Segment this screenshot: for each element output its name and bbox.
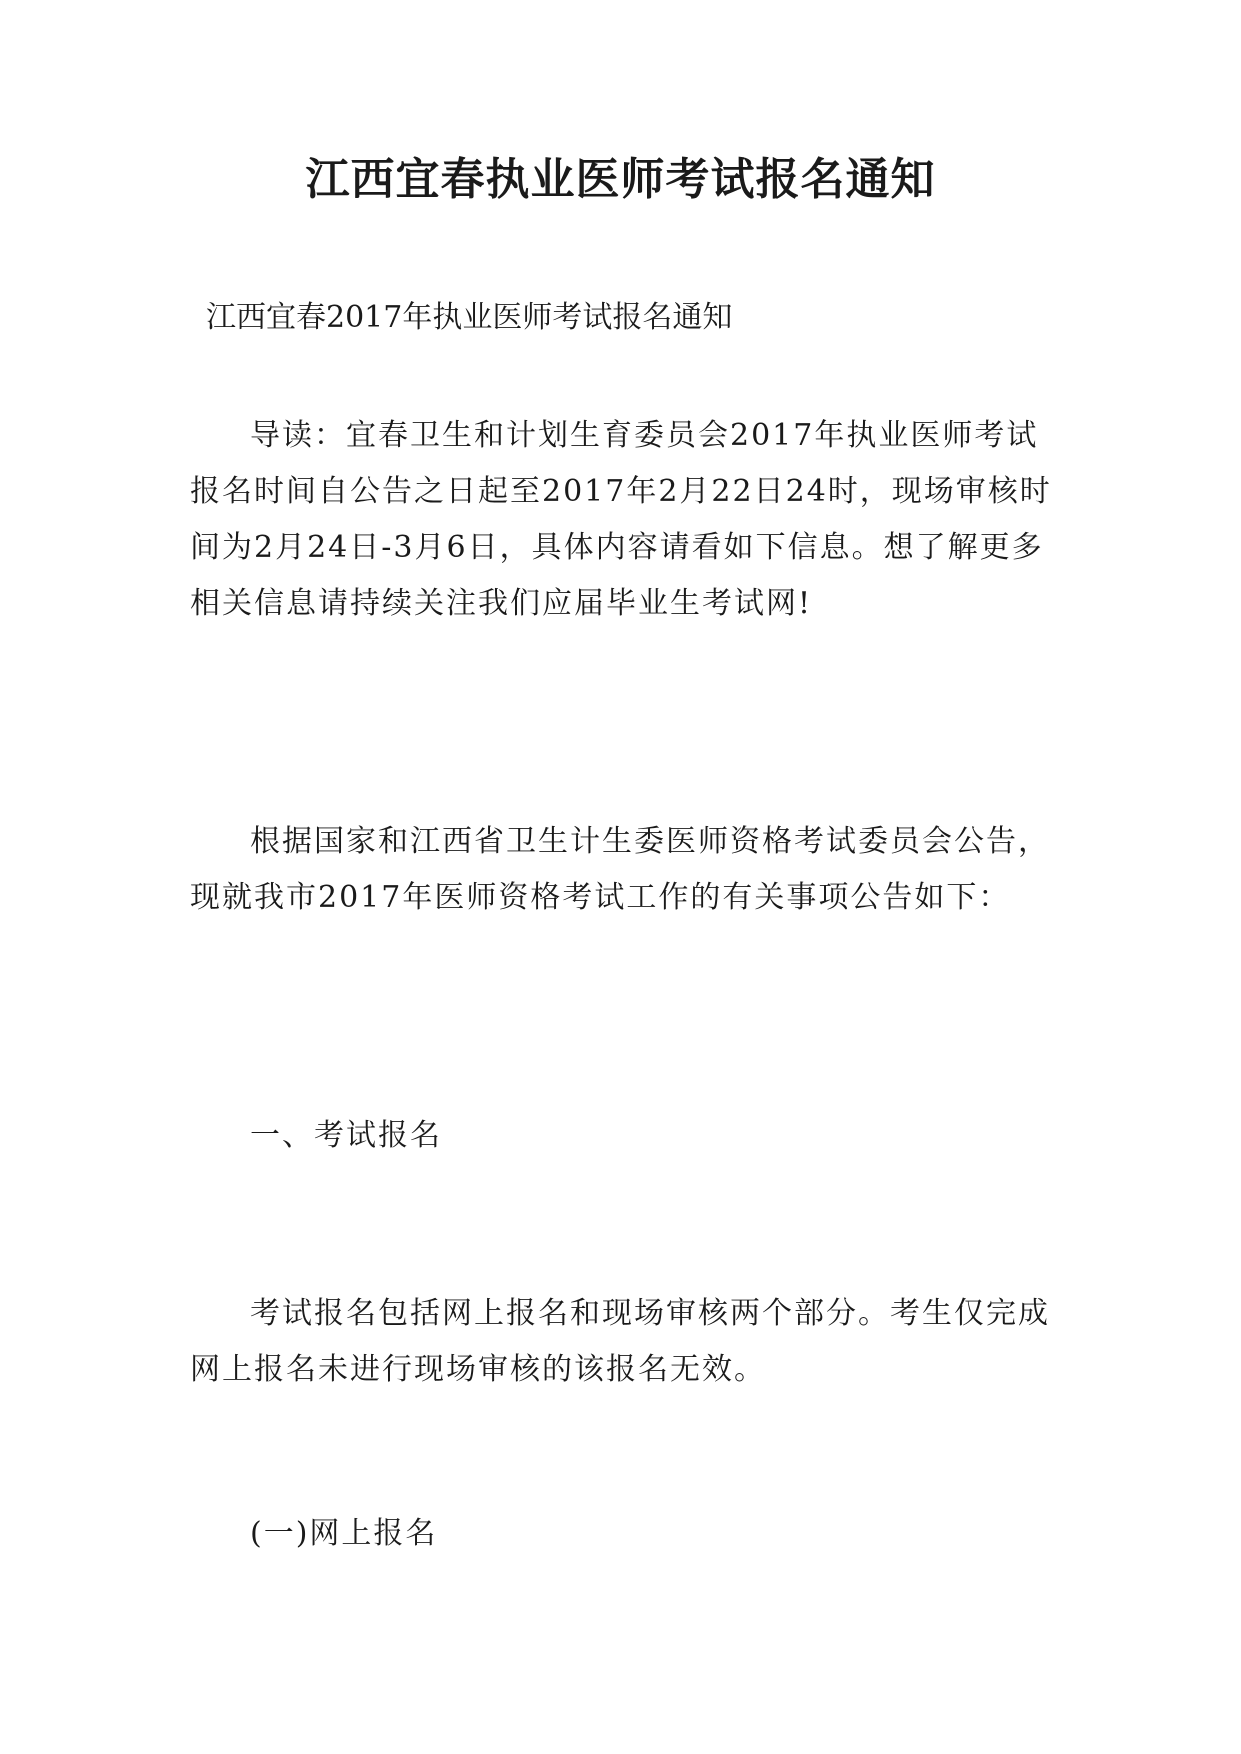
subsection-heading-online: (一)网上报名: [250, 1516, 438, 1551]
subsection-heading-block: [190, 1506, 1070, 1562]
document-title: 江西宜春执业医师考试报名通知: [305, 154, 936, 205]
section-heading-registration: 一、考试报名: [250, 1118, 442, 1153]
registration-paragraph: 考试报名包括网上报名和现场审核两个部分。考生仅完成网上报名未进行现场审核的该报名无效。: [190, 1296, 1050, 1387]
document-subtitle: 江西宜春2017年执业医师考试报名通知: [206, 300, 733, 335]
basis-paragraph: 根据国家和江西省卫生计生委医师资格考试委员会公告，现就我市2017年医师资格考试工作的有关事项公告如下：: [190, 824, 1050, 915]
intro-paragraph: 导读：宜春卫生和计划生育委员会2017年执业医师考试报名时间自公告之日起至2017年2月22日24时，现场审核时间为2月24日-3月6日，具体内容请看如下信息。想了解更多相关信息请持续关注我们应届毕业生考试网!: [190, 418, 1052, 621]
section-heading-block: [190, 1108, 1070, 1164]
registration-block: [190, 1286, 1070, 1398]
intro-block: [190, 408, 1070, 632]
basis-block: [190, 814, 1070, 926]
